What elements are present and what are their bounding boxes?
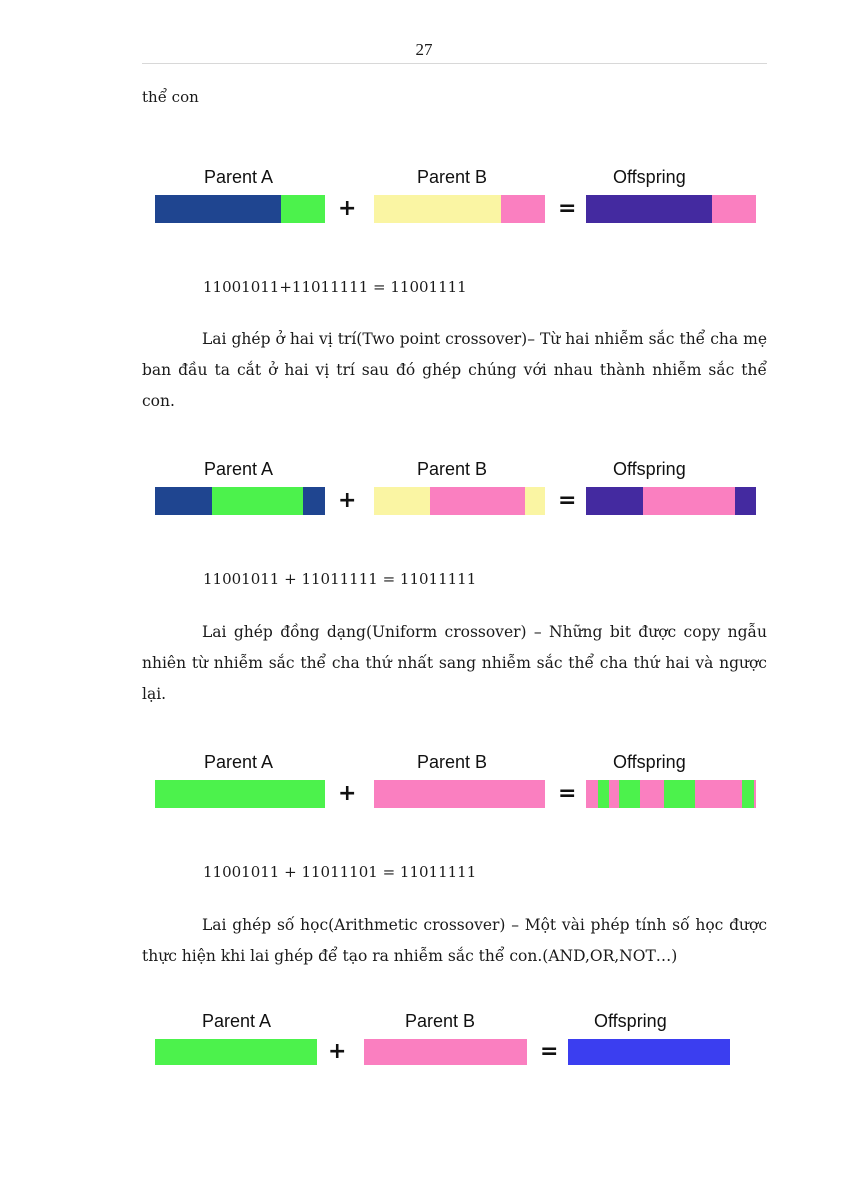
equals-sign: = (558, 781, 577, 806)
parent-a-bar (155, 487, 325, 515)
offspring-bar (586, 195, 756, 223)
segment (568, 1039, 730, 1065)
formula-single-point: 11001011+11011111 = 11001111 (203, 278, 467, 296)
page-number: 27 (415, 40, 433, 59)
segment (303, 487, 325, 515)
segment (501, 195, 545, 223)
parent-b-bar (364, 1039, 527, 1065)
segment (664, 780, 695, 808)
segment (430, 487, 525, 515)
segment (754, 780, 756, 808)
label-offspring: Offspring (613, 459, 686, 479)
segment (374, 195, 501, 223)
segment (281, 195, 325, 223)
segment (212, 487, 303, 515)
plus-sign: + (328, 1039, 347, 1064)
segment (374, 487, 430, 515)
label-parent-a: Parent A (202, 1011, 272, 1031)
label-offspring: Offspring (613, 752, 686, 772)
parent-b-bar (374, 487, 545, 515)
label-parent-a: Parent A (204, 459, 274, 479)
paragraph-uniform: Lai ghép đồng dạng(Uniform crossover) – Những bit được copy ngẫu nhiên từ nhiễm sắc thể cha thứ nhất sang nhiễm sắc thể cha thứ hai và ngược lại. (142, 623, 767, 703)
header-rule (142, 63, 767, 64)
parent-a-bar (155, 1039, 317, 1065)
label-offspring: Offspring (594, 1011, 667, 1031)
segment (586, 195, 712, 223)
offspring-bar (586, 780, 756, 808)
segment (695, 780, 742, 808)
segment (619, 780, 640, 808)
parent-a-bar (155, 780, 325, 808)
segment (155, 487, 212, 515)
label-parent-a: Parent A (204, 167, 274, 187)
segment (525, 487, 545, 515)
equals-sign: = (558, 488, 577, 513)
parent-b-bar (374, 195, 545, 223)
segment (155, 195, 281, 223)
segment (155, 780, 325, 808)
paragraph-arithmetic: Lai ghép số học(Arithmetic crossover) – Một vài phép tính số học được thực hiện khi lai ghép để tạo ra nhiễm sắc thể con.(AND,OR,NOT…) (142, 916, 767, 965)
equals-sign: = (558, 196, 577, 221)
segment (609, 780, 619, 808)
segment (712, 195, 756, 223)
label-parent-a: Parent A (204, 752, 274, 772)
segment (640, 780, 664, 808)
formula-uniform: 11001011 + 11011101 = 11011111 (203, 863, 477, 881)
formula-two-point: 11001011 + 11011111 = 11011111 (203, 570, 477, 588)
equals-sign: = (540, 1039, 559, 1064)
parent-a-bar (155, 195, 325, 223)
offspring-bar (586, 487, 756, 515)
segment (155, 1039, 317, 1065)
segment (598, 780, 609, 808)
segment (364, 1039, 527, 1065)
segment (374, 780, 545, 808)
segment (735, 487, 756, 515)
label-parent-b: Parent B (405, 1011, 476, 1031)
segment (586, 487, 643, 515)
paragraph-two-point: Lai ghép ở hai vị trí(Two point crossover)– Từ hai nhiễm sắc thể cha mẹ ban đầu ta cắt ở hai vị trí sau đó ghép chúng với nhau thành nhiễm sắc thể con. (142, 330, 767, 410)
segment (586, 780, 598, 808)
label-parent-b: Parent B (417, 459, 488, 479)
plus-sign: + (338, 196, 357, 221)
label-parent-b: Parent B (417, 752, 488, 772)
segment (643, 487, 735, 515)
parent-b-bar (374, 780, 545, 808)
segment (742, 780, 754, 808)
plus-sign: + (338, 488, 357, 513)
label-offspring: Offspring (613, 167, 686, 187)
offspring-bar (568, 1039, 730, 1065)
label-parent-b: Parent B (417, 167, 488, 187)
plus-sign: + (338, 781, 357, 806)
text-line-top: thể con (142, 88, 199, 106)
